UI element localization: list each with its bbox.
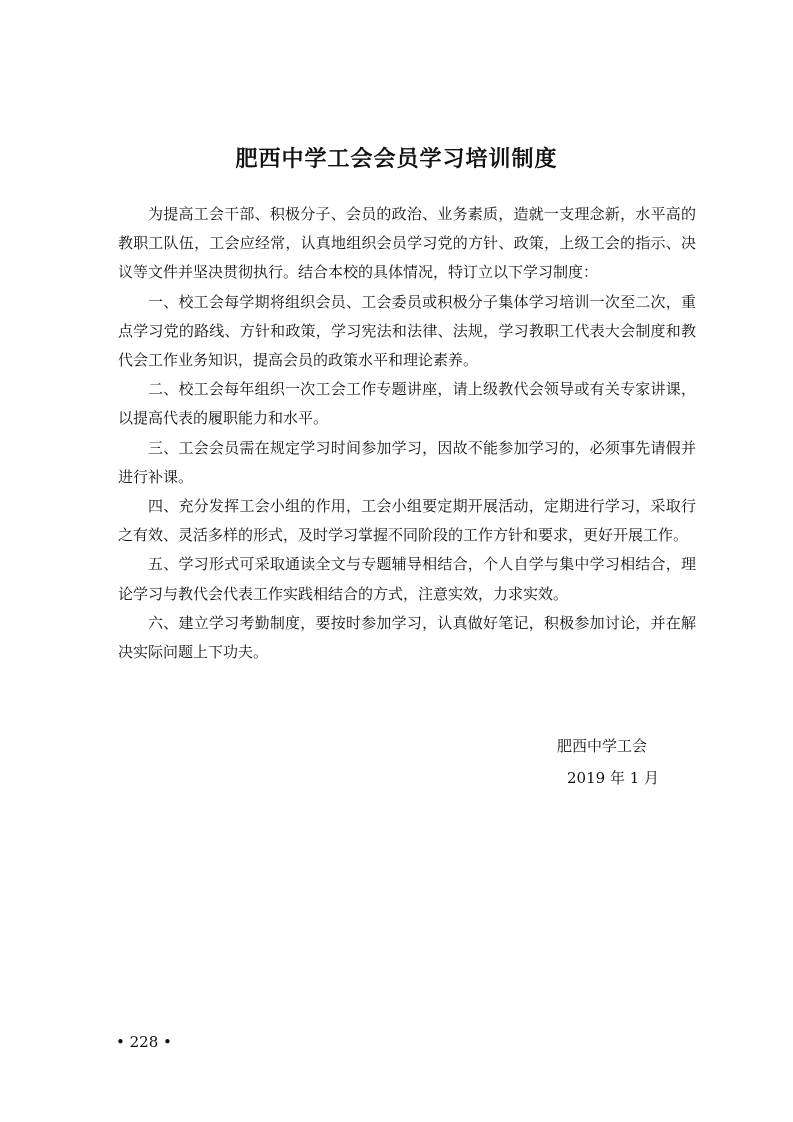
document-title: 肥西中学工会会员学习培训制度: [235, 147, 558, 172]
paragraph-rule-1: 一、校工会每学期将组织会员、工会委员或积极分子集体学习培训一次至二次，重点学习党的路线、方针和政策，学习宪法和法律、法规，学习教职工代表大会制度和教代会工作业务知识，提高会员的政策水平和理论素养。: [118, 292, 696, 370]
page-number: • 228 •: [116, 1033, 172, 1051]
signature-organization: 肥西中学工会: [557, 737, 648, 755]
signature-block: [557, 730, 697, 794]
paragraph-rule-5: 五、学习形式可采取通读全文与专题辅导相结合，个人自学与集中学习相结合，理论学习与教代会代表工作实践相结合的方式，注意实效，力求实效。: [118, 555, 696, 603]
paragraph-rule-4: 四、充分发挥工会小组的作用，工会小组要定期开展活动，定期进行学习，采取行之有效、灵活多样的形式，及时学习掌握不同阶段的工作方针和要求，更好开展工作。: [118, 497, 696, 545]
paragraph-intro: 为提高工会干部、积极分子、会员的政治、业务素质，造就一支理念新，水平高的教职工队伍，工会应经常，认真地组织会员学习党的方针、政策，上级工会的指示、决议等文件并坚决贯彻执行。结合本校的具体情况，特订立以下学习制度：: [118, 205, 696, 282]
paragraph-rule-3: 三、工会会员需在规定学习时间参加学习，因故不能参加学习的，必须事先请假并进行补课。: [118, 438, 696, 486]
signature-date: 2019 年 1 月: [567, 769, 660, 787]
document-body: [118, 200, 696, 667]
paragraph-rule-6: 六、建立学习考勤制度，要按时参加学习，认真做好笔记，积极参加讨论，并在解决实际问题上下功夫。: [118, 613, 696, 662]
paragraph-rule-2: 二、校工会每年组织一次工会工作专题讲座，请上级教代会领导或有关专家讲课，以提高代表的履职能力和水平。: [118, 380, 696, 428]
